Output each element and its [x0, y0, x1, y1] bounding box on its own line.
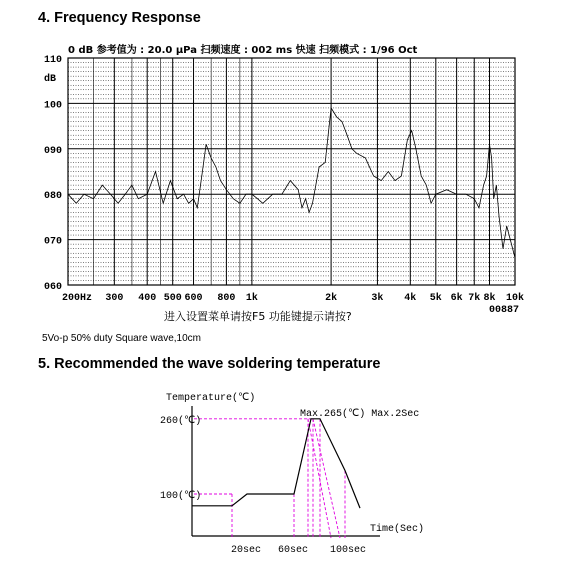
chart-footer-code: 00887 — [489, 305, 520, 316]
y-axis-ticks — [44, 55, 62, 293]
x-mark-label: 60sec — [277, 545, 309, 556]
x-tick-label: 8k — [483, 293, 496, 304]
y-tick-label: 070 — [44, 236, 63, 248]
section-heading-soldering-temperature: 5. Recommended the wave soldering temperature — [38, 356, 381, 372]
y-tick-label: 110 — [44, 55, 63, 66]
y-mark-label: 260(℃) — [160, 415, 202, 427]
x-tick-label: 500 — [163, 293, 182, 304]
y-tick-label: 080 — [44, 191, 63, 203]
frequency-response-line — [68, 108, 515, 258]
x-tick-label: 4k — [404, 293, 417, 304]
x-tick-label: 600 — [184, 293, 203, 304]
x-tick-label: 400 — [138, 293, 157, 304]
x-mark-label: 20sec — [230, 545, 262, 556]
x-tick-label: 6k — [450, 293, 463, 304]
x-axis-ticks — [62, 292, 524, 304]
x-tick-label: 10k — [505, 293, 525, 304]
chart-footer-text: 进入设置菜单请按F5 功能键提示请按? — [164, 310, 352, 323]
x-axis-label: Time(Sec) — [370, 524, 425, 535]
temperature-profile-line — [192, 419, 360, 508]
axis-mark-labels — [160, 415, 366, 556]
peak-annotation: Max.265(℃) Max.2Sec — [300, 409, 420, 420]
x-tick-label: 800 — [217, 293, 236, 304]
y-axis-label: Temperature(℃) — [166, 393, 256, 404]
y-mark-label: 100(℃) — [160, 491, 202, 502]
test-condition-caption: 5Vo-p 50% duty Square wave,10cm — [42, 333, 201, 344]
chart-grid — [68, 58, 515, 285]
soldering-profile-chart — [0, 380, 565, 570]
y-tick-label: 100 — [44, 100, 63, 112]
y-unit-label: dB — [44, 74, 57, 85]
x-tick-label: 300 — [105, 293, 124, 304]
x-tick-label: 200Hz — [62, 293, 93, 304]
y-tick-label: 090 — [44, 145, 63, 157]
guide-lines — [194, 419, 345, 538]
guide-peak-cross-a — [308, 419, 331, 538]
x-tick-label: 7k — [468, 293, 481, 304]
chart-header-text: 0 dB 参考值为 : 20.0 μPa 扫频速度 : 002 ms 快速 扫频模式 : 1/96 Oct — [68, 45, 418, 56]
x-tick-label: 2k — [325, 293, 338, 304]
section-heading-frequency-response: 4. Frequency Response — [38, 10, 201, 26]
x-tick-label: 3k — [371, 293, 384, 304]
frequency-response-chart — [0, 38, 565, 360]
guide-peak-cross-b — [313, 419, 340, 538]
x-mark-label: 100sec — [329, 545, 367, 556]
x-tick-label: 1k — [245, 293, 258, 304]
y-tick-label: 060 — [44, 282, 63, 293]
x-tick-label: 5k — [429, 293, 442, 304]
